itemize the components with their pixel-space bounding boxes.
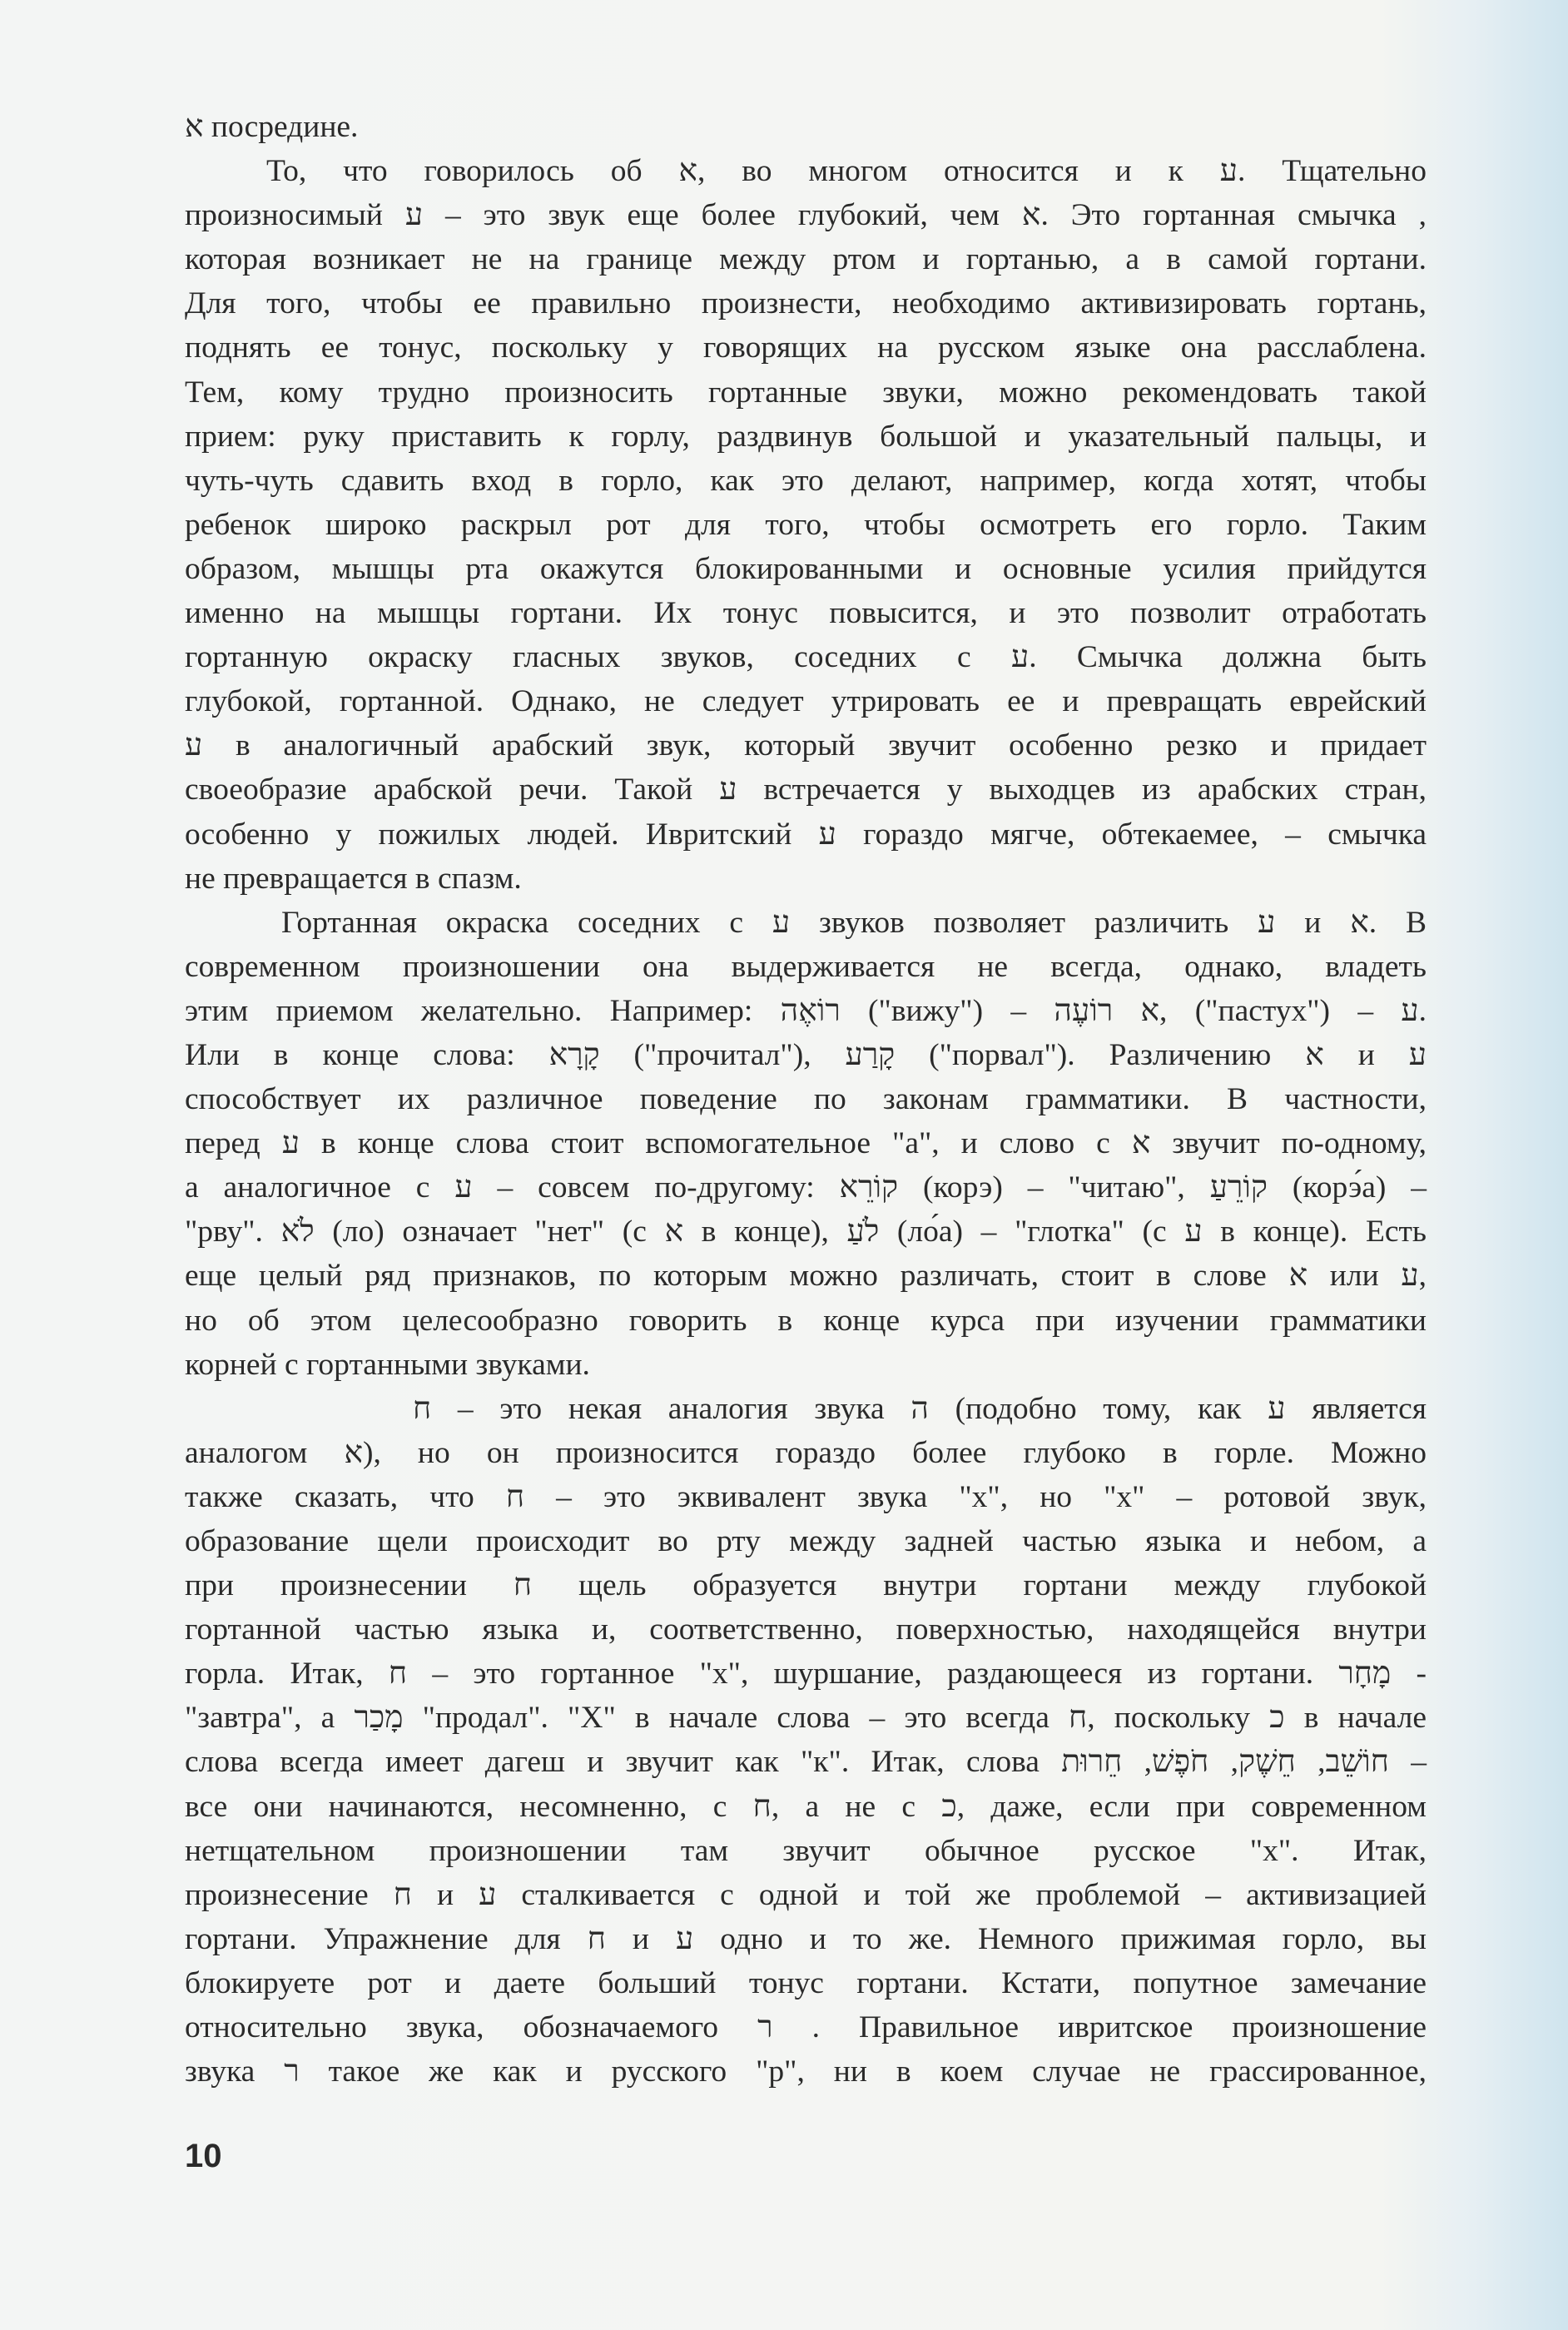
text-line: а аналогичное с ע – совсем по-другому: קוֹרֵא (корэ) – "читаю", קוֹרֵעַ (корэ́а) –: [185, 1170, 1427, 1205]
text-line: глубокой, гортанной. Однако, не следует утрировать ее и превращать еврейский: [185, 684, 1427, 719]
text-line: аналогом א), но он произносится гораздо более глубоко в горле. Можно: [185, 1435, 1427, 1470]
text-line: Или в конце слова: קָרָא ("прочитал"), קָרַע ("порвал"). Различению א и ע: [185, 1037, 1427, 1072]
text-line: слова всегда имеет дагеш и звучит как "к". Итак, слова חוֹשֵׁב, חֵשֶׁק, חֹפֶשׁ, חֵרוּת –: [185, 1745, 1427, 1780]
text-line: гортанную окраску гласных звуков, соседних с ע. Смычка должна быть: [185, 640, 1427, 675]
text-line: гортанной частью языка и, соответственно, поверхностью, находящейся внутри: [185, 1612, 1427, 1647]
text-line: нетщательном произношении там звучит обычное русское "х". Итак,: [185, 1833, 1427, 1868]
text-line: ח – это некая аналогия звука ה (подобно тому, как ע является: [413, 1391, 1427, 1426]
text-line: именно на мышцы гортани. Их тонус повысится, и это позволит отработать: [185, 596, 1427, 631]
text-line: Для того, чтобы ее правильно произнести, необходимо активизировать гортань,: [185, 286, 1427, 321]
text-line: чуть-чуть сдавить вход в горло, как это делают, например, когда хотят, чтобы: [185, 463, 1427, 498]
text-line: א посредине.: [185, 110, 359, 144]
page-number: 10: [185, 2138, 222, 2174]
text-line: перед ע в конце слова стоит вспомогательное "а", и слово с א звучит по-одному,: [185, 1126, 1427, 1161]
text-line: все они начинаются, несомненно, с ח, а не с כ, даже, если при современном: [185, 1789, 1427, 1824]
text-line: образование щели происходит во рту между задней частью языка и небом, а: [185, 1524, 1427, 1558]
text-line: "завтра", а מָכַר "продал". "Х" в начале слова – это всегда ח, поскольку כ в начале: [185, 1701, 1427, 1736]
text-line: поднять ее тонус, поскольку у говорящих на русском языке она расслаблена.: [185, 330, 1427, 365]
text-line: Тем, кому трудно произносить гортанные звуки, можно рекомендовать такой: [185, 375, 1427, 410]
text-line: гортани. Упражнение для ח и ע одно и то же. Немного прижимая горло, вы: [185, 1921, 1427, 1956]
text-line: особенно у пожилых людей. Ивритский ע гораздо мягче, обтекаемее, – смычка: [185, 817, 1427, 852]
text-line: относительно звука, обозначаемого ר . Правильное ивритское произношение: [185, 2010, 1427, 2045]
text-line: своеобразие арабской речи. Такой ע встречается у выходцев из арабских стран,: [185, 773, 1427, 807]
text-line: корней с гортанными звуками.: [185, 1347, 590, 1382]
text-line: "рву". לֹא (ло) означает "нет" (с א в конце), לֹעַ (ло́а) – "глотка" (с ע в конце). Есть: [185, 1215, 1427, 1249]
text-line: способствует их различное поведение по законам грамматики. В частности,: [185, 1082, 1427, 1117]
text-line: также сказать, что ח – это эквивалент звука "х", но "х" – ротовой звук,: [185, 1479, 1427, 1514]
text-line: произносимый ע – это звук еще более глубокий, чем א. Это гортанная смычка ,: [185, 198, 1427, 233]
text-line: современном произношении она выдерживается не всегда, однако, владеть: [185, 949, 1427, 984]
text-line: ע в аналогичный арабский звук, который звучит особенно резко и придает: [185, 728, 1427, 763]
text-line: звука ר такое же как и русского "р", ни в коем случае не грассированное,: [185, 2054, 1427, 2089]
text-line: но об этом целесообразно говорить в конце курса при изучении грамматики: [185, 1303, 1427, 1338]
text-line: которая возникает не на границе между ртом и гортанью, а в самой гортани.: [185, 242, 1427, 277]
text-line: образом, мышцы рта окажутся блокированными и основные усилия прийдутся: [185, 551, 1427, 586]
text-line: при произнесении ח щель образуется внутри гортани между глубокой: [185, 1568, 1427, 1603]
text-line: горла. Итак, ח – это гортанное "х", шуршание, раздающееся из гортани. מָחָר -: [185, 1657, 1427, 1692]
text-line: еще целый ряд признаков, по которым можно различать, стоит в слове א или ע,: [185, 1259, 1427, 1294]
text-line: блокируете рот и даете больший тонус гортани. Кстати, попутное замечание: [185, 1965, 1427, 2000]
text-line: То, что говорилось об א, во многом относится и к ע. Тщательно: [266, 154, 1427, 189]
text-line: Гортанная окраска соседних с ע звуков позволяет различить ע и א. В: [281, 905, 1427, 940]
text-line: прием: руку приставить к горлу, раздвинув большой и указательный пальцы, и: [185, 419, 1427, 454]
text-line: ребенок широко раскрыл рот для того, чтобы осмотреть его горло. Таким: [185, 507, 1427, 542]
text-line: не превращается в спазм.: [185, 861, 522, 896]
text-line: этим приемом желательно. Например: רוֹאֶה ("вижу") – א רוֹעֶה, ("пастух") – ע.: [185, 993, 1427, 1028]
body-text: [185, 105, 1427, 2094]
text-line: произнесение ח и ע сталкивается с одной и той же проблемой – активизацией: [185, 1877, 1427, 1912]
